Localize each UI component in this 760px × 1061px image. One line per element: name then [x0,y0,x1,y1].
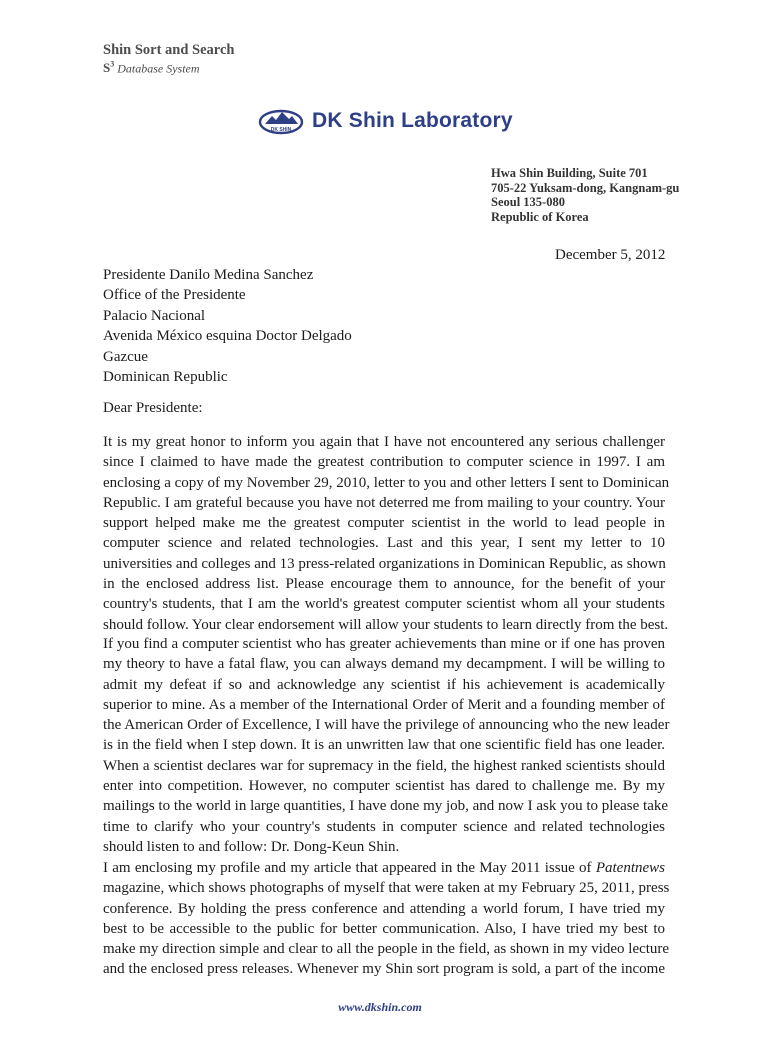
paragraph-line: superior to mine. As a member of the International Order of Merit and a founding member of [103,696,665,713]
paragraph-line: It is my great honor to inform you again that I have not encountered any serious challenger [103,434,665,450]
paragraph-line: I am enclosing my profile and my article that appeared in the May 2011 issue of Patentnews [103,860,665,876]
paragraph-line: computer science and related technologies. Last and this year, I sent my letter to 10 [103,535,665,552]
paragraph-line: support helped make me the greatest computer scientist in the world to lead people in [103,515,665,532]
publication-title: Patentnews [595,860,665,876]
letterhead-logo [258,106,513,136]
recipient-address [103,265,352,387]
paragraph-line: When a scientist declares war for supremacy in the field, the highest ranked scientists should [103,757,665,774]
address-line: Hwa Shin Building, Suite 701 [491,166,648,180]
paragraph-line: country's students, that I am the world's greatest computer scientist whom all your students [103,596,665,613]
company-name: Shin Sort and Search [103,42,235,58]
recipient-line: Office of the Presidente [103,287,246,304]
paragraph-line: should listen to and follow: Dr. Dong-Keun Shin. [103,838,400,855]
paragraph-line: admit my defeat if so and acknowledge any scientist if his achievement is academically [103,676,665,693]
dk-shin-emblem-icon [258,106,304,136]
recipient-line: Palacio Nacional [103,307,206,324]
product-line [103,60,200,76]
paragraph-line: magazine, which shows photographs of myself that were taken at my February 25, 2011, press [103,880,670,897]
paragraph-line: enclosing a copy of my November 29, 2010, letter to you and other letters I sent to Dominican [103,474,670,491]
paragraph-line: make my direction simple and clear to all the people in the field, as shown in my video lecture [103,941,670,958]
sender-address [491,166,679,224]
body-paragraph-2 [103,634,670,857]
laboratory-name: DK Shin Laboratory [312,109,513,132]
recipient-line: Gazcue [103,348,148,365]
recipient-line: Presidente Danilo Medina Sanchez [103,267,314,283]
paragraph-line: enter into competition. However, no computer scientist has dared to challenge me. By my [103,778,665,795]
address-line: Republic of Korea [491,209,589,224]
paragraph-line: since I claimed to have made the greatest contribution to computer science in 1997. I am [103,454,665,471]
recipient-line: Dominican Republic [103,369,228,386]
s3-mark: $S^3$ [103,60,115,76]
paragraph-line: and the enclosed press releases. Whenever my Shin sort program is sold, a part of the income [103,961,665,978]
paragraph-line: time to clarify who your country's students in computer science and related technologies [103,818,665,835]
address-line: Seoul 135-080 [491,195,565,209]
salutation: Dear Presidente: [103,400,203,416]
paragraph-line: best to be accessible to the public for better communication. Also, I have tried my best to [103,920,665,937]
paragraph-line: is in the field when I step down. It is an unwritten law that one scientific field has one leader. [103,737,665,754]
letter-date: December 5, 2012 [555,247,666,263]
paragraph-line: conference. By holding the press conference and attending a world forum, I have tried my [103,900,665,917]
address-line: 705-22 Yuksam-dong, Kangnam-gu [491,180,680,195]
paragraph-line: If you find a computer scientist who has greater achievements than mine or if one has proven [103,636,665,652]
footer-website: www.dkshin.com [338,1000,422,1014]
body-paragraph-1 [103,432,670,635]
product-name: Database System [117,61,200,76]
recipient-line: Avenida México esquina Doctor Delgado [103,328,352,345]
paragraph-line: universities and colleges and 13 press-related organizations in Dominican Republic, as shown [103,555,666,572]
emblem-text: DK SHIN [270,127,292,133]
paragraph-line: the American Order of Excellence, I will have the privilege of announcing who the new leader [103,717,670,734]
paragraph-line: mailings to the world in large quantities, I have done my job, and now I ask you to please take [103,798,669,815]
paragraph-line: my theory to have a fatal flaw, you can always demand my decampment. I will be willing to [103,656,665,673]
paragraph-line: Republic. I am grateful because you have not deterred me from mailing to your country. Your [103,494,665,511]
paragraph-line: in the enclosed address list. Please encourage them to announce, for the benefit of your [103,576,665,593]
paragraph-line: should follow. Your clear endorsement will allow your students to learn directly from the best. [103,616,669,633]
body-paragraph-3 [103,858,670,980]
